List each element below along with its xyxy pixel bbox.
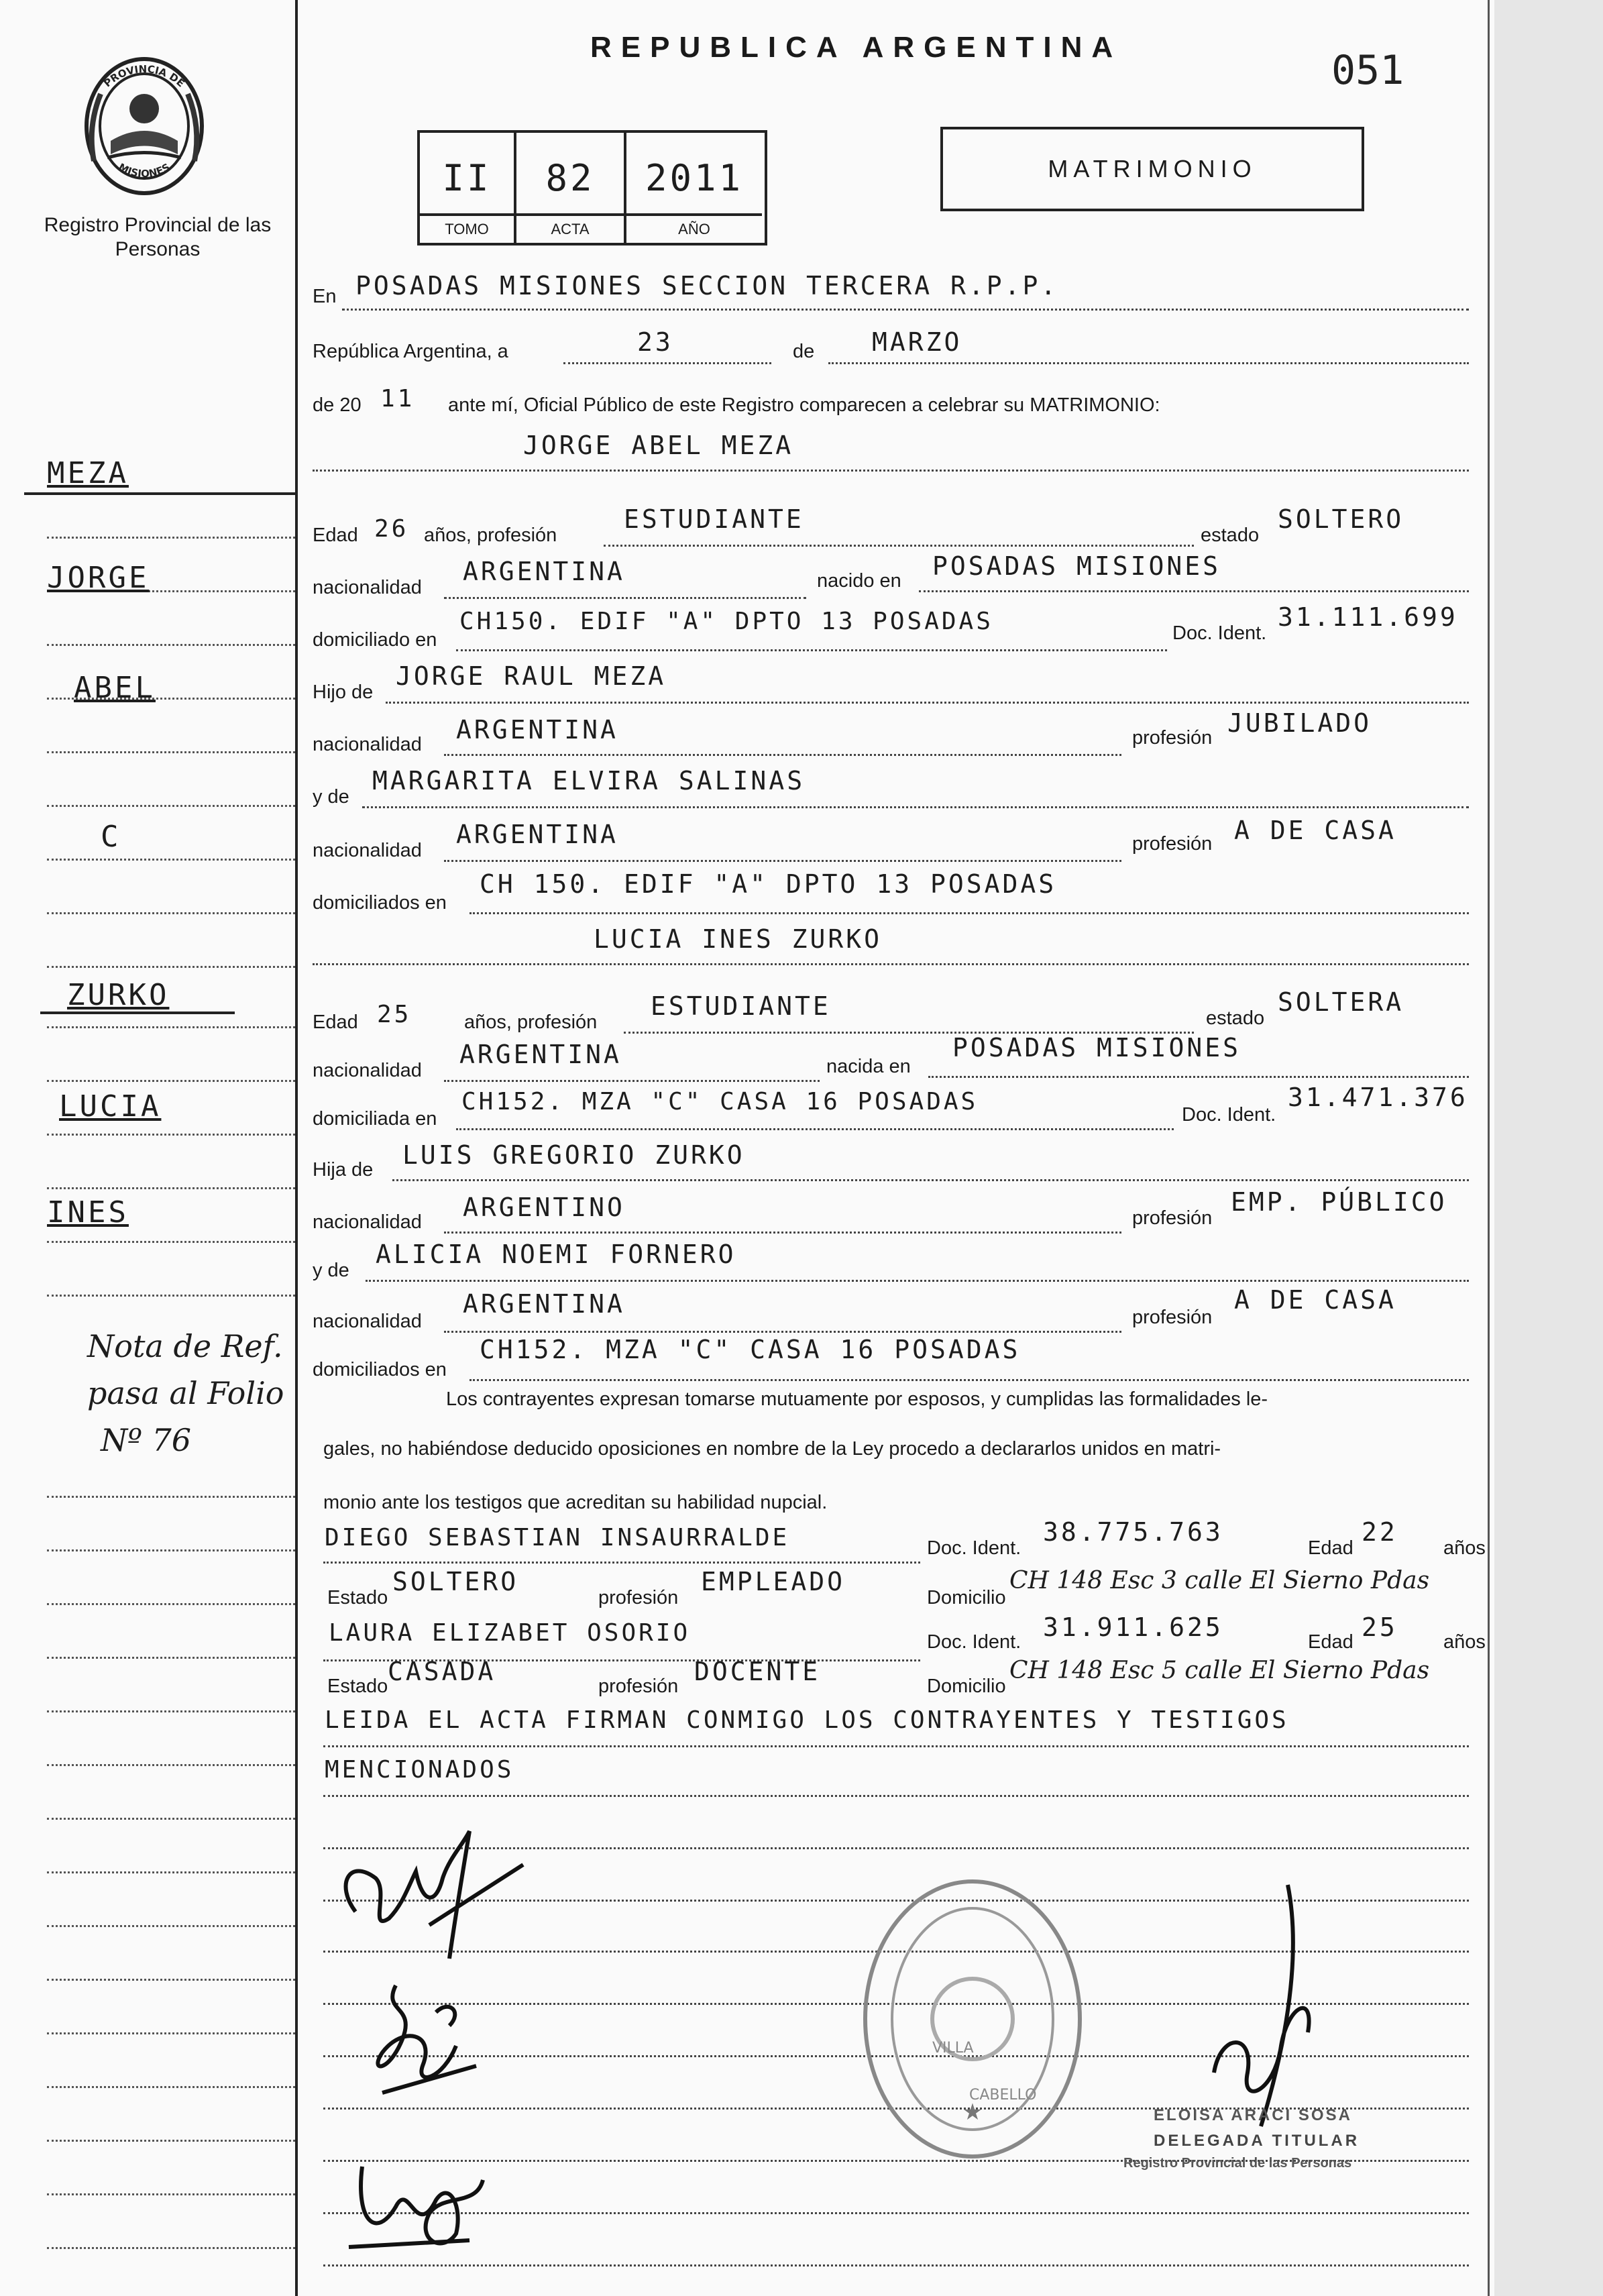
bride-nationality: ARGENTINA	[459, 1040, 622, 1069]
bride-mother-profession: A DE CASA	[1234, 1285, 1396, 1315]
margin-line	[47, 1710, 295, 1712]
tomo-label: TOMO	[420, 213, 516, 243]
margin-line	[47, 1764, 295, 1766]
tomo-value: II	[442, 157, 492, 199]
day-value: 23	[637, 327, 673, 357]
declaration-line-3: monio ante los testigos que acreditan su habilidad nupcial.	[323, 1492, 828, 1513]
witness2-address: CH 148 Esc 5 calle El Sierno Pdas	[1009, 1657, 1430, 1684]
groom-birthplace: POSADAS MISIONES	[932, 551, 1221, 581]
margin-line	[47, 2032, 295, 2034]
groom-nationality-line	[444, 597, 806, 599]
groom-father-nat-line	[444, 754, 1121, 756]
margin-letter: C	[101, 820, 121, 854]
declaration-intro: ante mí, Oficial Público de este Registro comparecen a celebrar su MATRIMONIO:	[448, 394, 1160, 416]
signature-witness	[335, 2140, 496, 2274]
folio-number: 051	[1331, 47, 1404, 94]
margin-bride-first: LUCIA	[59, 1089, 162, 1124]
groom-birthplace-line	[919, 590, 1469, 592]
witness1-doc: 38.775.763	[1043, 1517, 1223, 1547]
official-title: DELEGADA TITULAR	[1154, 2132, 1360, 2150]
bride-hija-label: Hija de	[313, 1159, 374, 1181]
witness2-anos-label: años	[1443, 1631, 1486, 1653]
groom-edad-label: Edad	[313, 525, 358, 546]
month-value: MARZO	[872, 327, 962, 357]
margin-line	[47, 1496, 295, 1498]
margin-line	[47, 1241, 295, 1243]
month-de-label: de	[793, 341, 815, 362]
groom-nacionalidad-label: nacionalidad	[313, 577, 422, 598]
closing-text-1: LEIDA EL ACTA FIRMAN CONMIGO LOS CONTRAYENTES Y TESTIGOS	[325, 1706, 1289, 1734]
witness1-anos-label: años	[1443, 1537, 1486, 1559]
witness2-edad-label: Edad	[1308, 1631, 1353, 1653]
registry-box	[417, 130, 767, 245]
bride-edad-label: Edad	[313, 1012, 358, 1033]
margin-note-3: Nº 76	[101, 1422, 192, 1458]
groom-nationality: ARGENTINA	[463, 557, 625, 586]
margin-line	[47, 805, 295, 807]
groom-father-prof-label: profesión	[1132, 727, 1213, 749]
signature-groom	[329, 1804, 530, 1972]
bride-mother-nationality: ARGENTINA	[463, 1289, 625, 1319]
groom-nacido-label: nacido en	[817, 570, 901, 592]
bride-domicilio-label: domiciliada en	[313, 1108, 437, 1130]
groom-father-nac-label: nacionalidad	[313, 734, 422, 755]
groom-parents-address-line	[469, 912, 1469, 914]
margin-line	[47, 1925, 295, 1927]
margin-line	[47, 966, 295, 968]
bride-nationality-line	[444, 1080, 820, 1082]
witness1-name: DIEGO SEBASTIAN INSAURRALDE	[325, 1524, 790, 1551]
margin-line	[47, 2086, 295, 2088]
groom-mother-profession: A DE CASA	[1234, 816, 1396, 845]
margin-line	[47, 2247, 295, 2249]
bride-mother: ALICIA NOEMI FORNERO	[376, 1240, 736, 1269]
groom-profesion-label: años, profesión	[424, 525, 557, 546]
acta-cell	[516, 133, 626, 213]
groom-mother-nac-label: nacionalidad	[313, 840, 422, 861]
sheet-edge-rule	[1488, 0, 1490, 2296]
groom-address: CH150. EDIF "A" DPTO 13 POSADAS	[459, 608, 993, 635]
provincial-seal-icon	[74, 47, 215, 201]
signature-bride	[342, 1972, 516, 2106]
bride-birthplace: POSADAS MISIONES	[952, 1033, 1241, 1062]
margin-line	[47, 1657, 295, 1659]
year-prefix: de 20	[313, 394, 362, 416]
margin-note-1: Nota de Ref.	[87, 1328, 283, 1364]
seal-text-bottom: MISIONES	[116, 160, 172, 180]
registry-round-stamp	[859, 1871, 1087, 2167]
margin-rule-top	[24, 492, 295, 495]
margin-rule	[295, 0, 298, 2296]
bride-father-nac-label: nacionalidad	[313, 1211, 422, 1233]
witness1-domicilio-label: Domicilio	[927, 1587, 1006, 1608]
margin-line	[47, 751, 295, 753]
signature-official	[1201, 1871, 1328, 2140]
witness1-address: CH 148 Esc 3 calle El Sierno Pdas	[1009, 1567, 1430, 1594]
witness1-edad-label: Edad	[1308, 1537, 1353, 1559]
witness2-age: 25	[1362, 1612, 1398, 1642]
bride-doc-label: Doc. Ident.	[1182, 1104, 1276, 1126]
seal-text-top: PROVINCIA DE	[101, 62, 187, 90]
margin-groom-surname: MEZA	[47, 456, 129, 490]
bride-profesion-label: años, profesión	[464, 1012, 598, 1033]
bride-name-line	[313, 963, 1469, 965]
witness2-doc-label: Doc. Ident.	[927, 1631, 1021, 1653]
bride-name: LUCIA INES ZURKO	[594, 924, 883, 954]
margin-line	[47, 912, 295, 914]
month-line	[828, 362, 1469, 364]
bride-parents-dom-label: domiciliados en	[313, 1359, 447, 1380]
groom-profession: ESTUDIANTE	[624, 504, 804, 534]
bride-mother-nac-label: nacionalidad	[313, 1311, 422, 1332]
groom-mother: MARGARITA ELVIRA SALINAS	[372, 766, 806, 796]
bride-civil-status: SOLTERA	[1278, 987, 1404, 1017]
margin-groom-first: JORGE	[47, 561, 150, 595]
witness1-civil-status: SOLTERO	[392, 1567, 519, 1596]
bride-yde-label: y de	[313, 1260, 349, 1281]
margin-line	[47, 644, 295, 646]
groom-civil-status: SOLTERO	[1278, 504, 1404, 534]
bride-father-profession: EMP. PÚBLICO	[1231, 1187, 1447, 1217]
bride-birthplace-line	[928, 1076, 1469, 1078]
record-type-box: MATRIMONIO	[940, 127, 1364, 211]
svg-text:MISIONES	[117, 161, 172, 180]
bride-parents-address-line	[469, 1379, 1469, 1381]
witness2-name: LAURA ELIZABET OSORIO	[329, 1619, 691, 1647]
witness1-name-line	[323, 1562, 920, 1564]
adjacent-page-edge	[1486, 0, 1603, 2296]
groom-mother-nationality: ARGENTINA	[456, 820, 618, 849]
bride-father-nat-line	[444, 1232, 1121, 1234]
margin-line	[47, 859, 295, 861]
bride-father: LUIS GREGORIO ZURKO	[402, 1140, 745, 1170]
witness2-profesion-label: profesión	[598, 1676, 679, 1697]
witness2-profession: DOCENTE	[694, 1657, 821, 1686]
groom-yde-label: y de	[313, 786, 349, 808]
place-line	[342, 309, 1469, 311]
anio-cell	[626, 133, 762, 213]
groom-father-line	[386, 702, 1469, 704]
declaration-line-1: Los contrayentes expresan tomarse mutuamente por esposos, y cumplidas las formalidades le-	[446, 1388, 1268, 1410]
tomo-cell	[420, 133, 516, 213]
bride-mother-nat-line	[444, 1331, 1121, 1333]
witness1-estado-label: Estado	[327, 1587, 388, 1608]
groom-mother-line	[362, 806, 1469, 808]
margin-bride-surname: ZURKO	[67, 978, 170, 1012]
margin-line	[47, 2140, 295, 2142]
official-org: Registro Provincial de las Personas	[1123, 2156, 1352, 2171]
closing-line-2	[323, 1795, 1469, 1797]
bride-mother-line	[366, 1280, 1469, 1282]
margin-line	[47, 1295, 295, 1297]
margin-note-2: pasa al Folio	[87, 1375, 284, 1411]
en-label: En	[313, 286, 337, 307]
margin-line	[47, 1603, 295, 1605]
groom-doc-label: Doc. Ident.	[1172, 622, 1267, 644]
margin-line	[47, 1026, 295, 1028]
groom-doc: 31.111.699	[1278, 602, 1458, 632]
groom-father-nationality: ARGENTINA	[456, 715, 618, 745]
bride-address-line	[456, 1128, 1174, 1130]
margin-line	[47, 1080, 295, 1082]
place-value: POSADAS MISIONES SECCION TERCERA R.P.P.	[355, 271, 1059, 300]
bride-profession: ESTUDIANTE	[651, 991, 831, 1021]
groom-domicilio-label: domiciliado en	[313, 629, 437, 651]
margin-line	[47, 2193, 295, 2195]
witness1-age: 22	[1362, 1517, 1398, 1547]
margin-line	[47, 1979, 295, 1981]
margin-line	[47, 1187, 295, 1189]
groom-name-line	[313, 470, 1469, 472]
bride-estado-label: estado	[1206, 1007, 1265, 1029]
margin-line	[47, 1134, 295, 1136]
bride-nacionalidad-label: nacionalidad	[313, 1060, 422, 1081]
margin-line	[47, 1549, 295, 1551]
groom-age: 26	[374, 515, 409, 543]
bride-parents-address: CH152. MZA "C" CASA 16 POSADAS	[480, 1335, 1021, 1364]
groom-estado-label: estado	[1201, 525, 1260, 546]
svg-text:★: ★	[962, 2099, 983, 2126]
groom-mother-prof-label: profesión	[1132, 833, 1213, 855]
bride-mother-prof-label: profesión	[1132, 1307, 1213, 1328]
witness1-profession: EMPLEADO	[701, 1567, 846, 1596]
closing-line-1	[323, 1745, 1469, 1747]
witness2-estado-label: Estado	[327, 1676, 388, 1697]
official-name: ELOISA ARACI SOSA	[1154, 2106, 1352, 2124]
margin-bride-second: INES	[47, 1195, 129, 1229]
anio-value: 2011	[645, 157, 744, 199]
margin-line	[47, 1871, 295, 1873]
closing-text-2: MENCIONADOS	[325, 1756, 514, 1784]
margin-line	[47, 537, 295, 539]
bride-nacida-label: nacida en	[826, 1056, 911, 1077]
country-title: REPUBLICA ARGENTINA	[590, 31, 1123, 64]
witness2-civil-status: CASADA	[388, 1657, 496, 1686]
groom-hijo-label: Hijo de	[313, 681, 374, 703]
bride-father-prof-label: profesión	[1132, 1207, 1213, 1229]
acta-label: ACTA	[516, 213, 626, 243]
witness2-doc: 31.911.625	[1043, 1612, 1223, 1642]
margin-line	[47, 1818, 295, 1820]
groom-mother-nat-line	[444, 860, 1121, 862]
republica-label: República Argentina, a	[313, 341, 508, 362]
groom-father-profession: JUBILADO	[1227, 708, 1372, 738]
bride-father-line	[392, 1179, 1469, 1181]
witness1-profesion-label: profesión	[598, 1587, 679, 1608]
stamp-text-bottom: CABELLO	[969, 2087, 1037, 2103]
year-suffix: 11	[380, 385, 415, 413]
groom-father: JORGE RAUL MEZA	[396, 661, 667, 691]
groom-address-line	[456, 649, 1167, 651]
declaration-line-2: gales, no habiéndose deducido oposiciones en nombre de la Ley procedo a declararlos unidos en matri-	[323, 1438, 1221, 1460]
bride-address: CH152. MZA "C" CASA 16 POSADAS	[461, 1088, 979, 1115]
groom-profession-line	[604, 545, 1194, 547]
bride-doc: 31.471.376	[1288, 1083, 1468, 1112]
day-line	[563, 362, 771, 364]
bride-father-nationality: ARGENTINO	[463, 1193, 625, 1222]
acta-value: 82	[545, 157, 595, 199]
anio-label: AÑO	[626, 213, 762, 243]
stamp-text-left: VILLA	[932, 2040, 974, 2057]
witness1-doc-label: Doc. Ident.	[927, 1537, 1021, 1559]
registry-name: Registro Provincial de las Personas	[44, 214, 272, 260]
margin-groom-second: ABEL	[74, 671, 156, 705]
groom-name: JORGE ABEL MEZA	[523, 431, 794, 460]
bride-age: 25	[377, 1001, 412, 1028]
witness2-domicilio-label: Domicilio	[927, 1676, 1006, 1697]
groom-parents-address: CH 150. EDIF "A" DPTO 13 POSADAS	[480, 869, 1057, 899]
groom-parents-dom-label: domiciliados en	[313, 892, 447, 914]
